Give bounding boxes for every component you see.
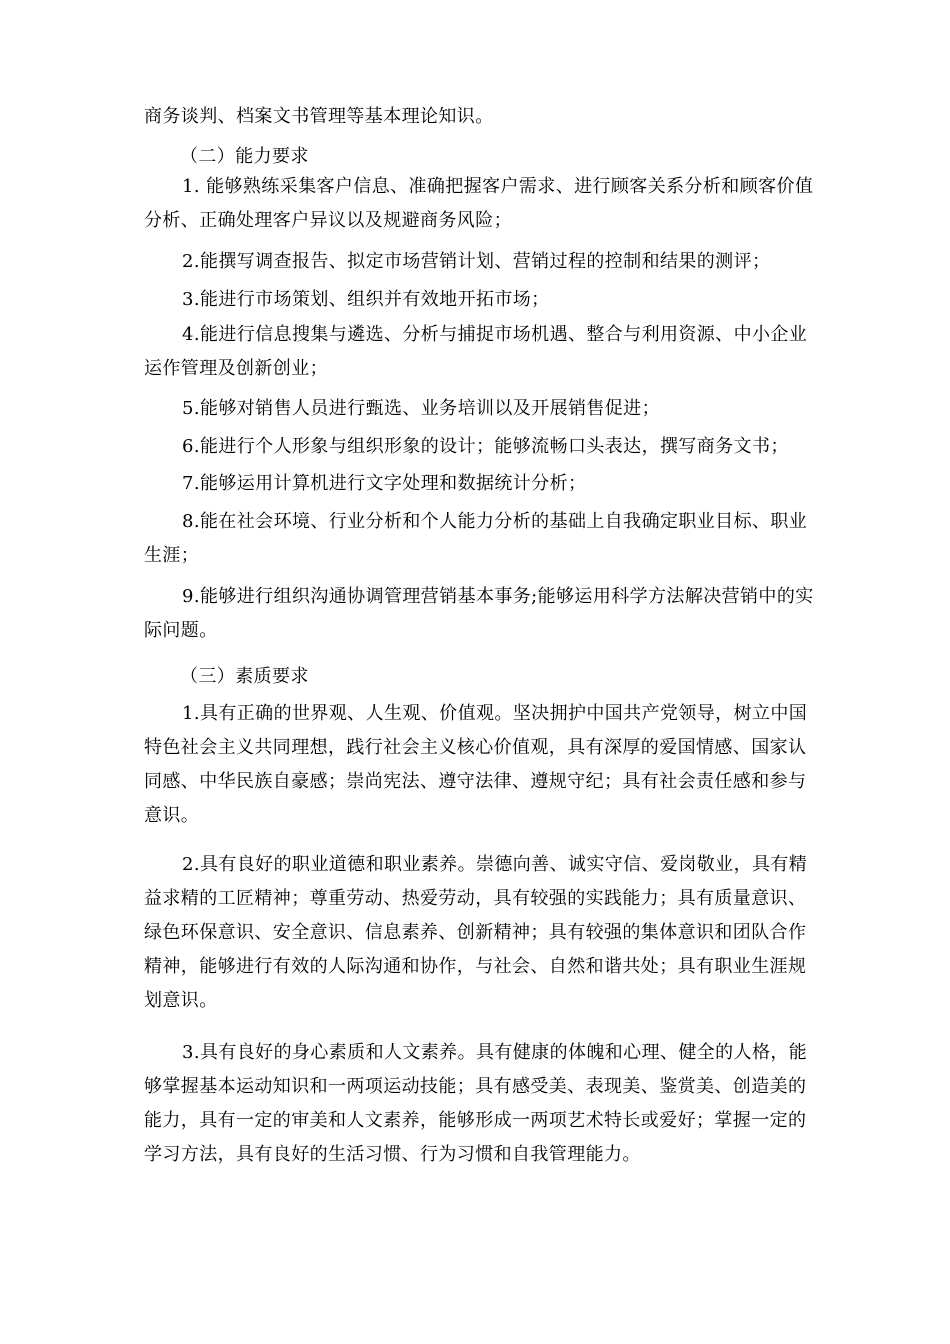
ability-item-2: 2.能撰写调查报告、拟定市场营销计划、营销过程的控制和结果的测评； bbox=[182, 251, 771, 272]
ability-item-4: 4.能进行信息搜集与遴选、分析与捕捉市场机遇、整合与利用资源、中小企业运作管理及创新创业； bbox=[144, 324, 808, 379]
ability-item-6: 6.能进行个人形象与组织形象的设计；能够流畅口头表达，撰写商务文书； bbox=[182, 436, 789, 457]
ability-item-3: 3.能进行市场策划、组织并有效地开拓市场； bbox=[182, 289, 550, 310]
quality-item-2: 2.具有良好的职业道德和职业素养。崇德向善、诚实守信、爱岗敬业，具有精益求精的工匠精神；尊重劳动、热爱劳动，具有较强的实践能力；具有质量意识、绿色环保意识、安全意识、信息素养、创新精神；具有较强的集体意识和团队合作精神，能够进行有效的人际沟通和协作，与社会、自然和谐共处；具有职业生涯规划意识。 bbox=[144, 854, 808, 1011]
section-heading-quality: （三）素质要求 bbox=[180, 666, 309, 687]
ability-item-5: 5.能够对销售人员进行甄选、业务培训以及开展销售促进； bbox=[182, 398, 660, 419]
ability-item-8: 8.能在社会环境、行业分析和个人能力分析的基础上自我确定职业目标、职业生涯； bbox=[144, 511, 808, 566]
quality-item-3: 3.具有良好的身心素质和人文素养。具有健康的体魄和心理、健全的人格，能够掌握基本运动知识和一两项运动技能；具有感受美、表现美、鉴赏美、创造美的能力，具有一定的审美和人文素养，能够形成一两项艺术特长或爱好；掌握一定的学习方法，具有良好的生活习惯、行为习惯和自我管理能力。 bbox=[144, 1042, 808, 1165]
ability-item-7: 7.能够运用计算机进行文字处理和数据统计分析； bbox=[182, 473, 587, 494]
quality-item-1: 1.具有正确的世界观、人生观、价值观。坚决拥护中国共产党领导，树立中国特色社会主义共同理想，践行社会主义核心价值观，具有深厚的爱国情感、国家认同感、中华民族自豪感；崇尚宪法、遵守法律、遵规守纪；具有社会责任感和参与意识。 bbox=[144, 703, 808, 826]
ability-item-1: 1. 能够熟练采集客户信息、准确把握客户需求、进行顾客关系分析和顾客价值分析、正确处理客户异议以及规避商务风险； bbox=[144, 176, 814, 231]
ability-item-9: 9.能够进行组织沟通协调管理营销基本事务;能够运用科学方法解决营销中的实际问题。 bbox=[144, 586, 814, 641]
section-heading-ability: （二）能力要求 bbox=[180, 146, 309, 167]
paragraph-continuation: 商务谈判、档案文书管理等基本理论知识。 bbox=[144, 106, 494, 127]
